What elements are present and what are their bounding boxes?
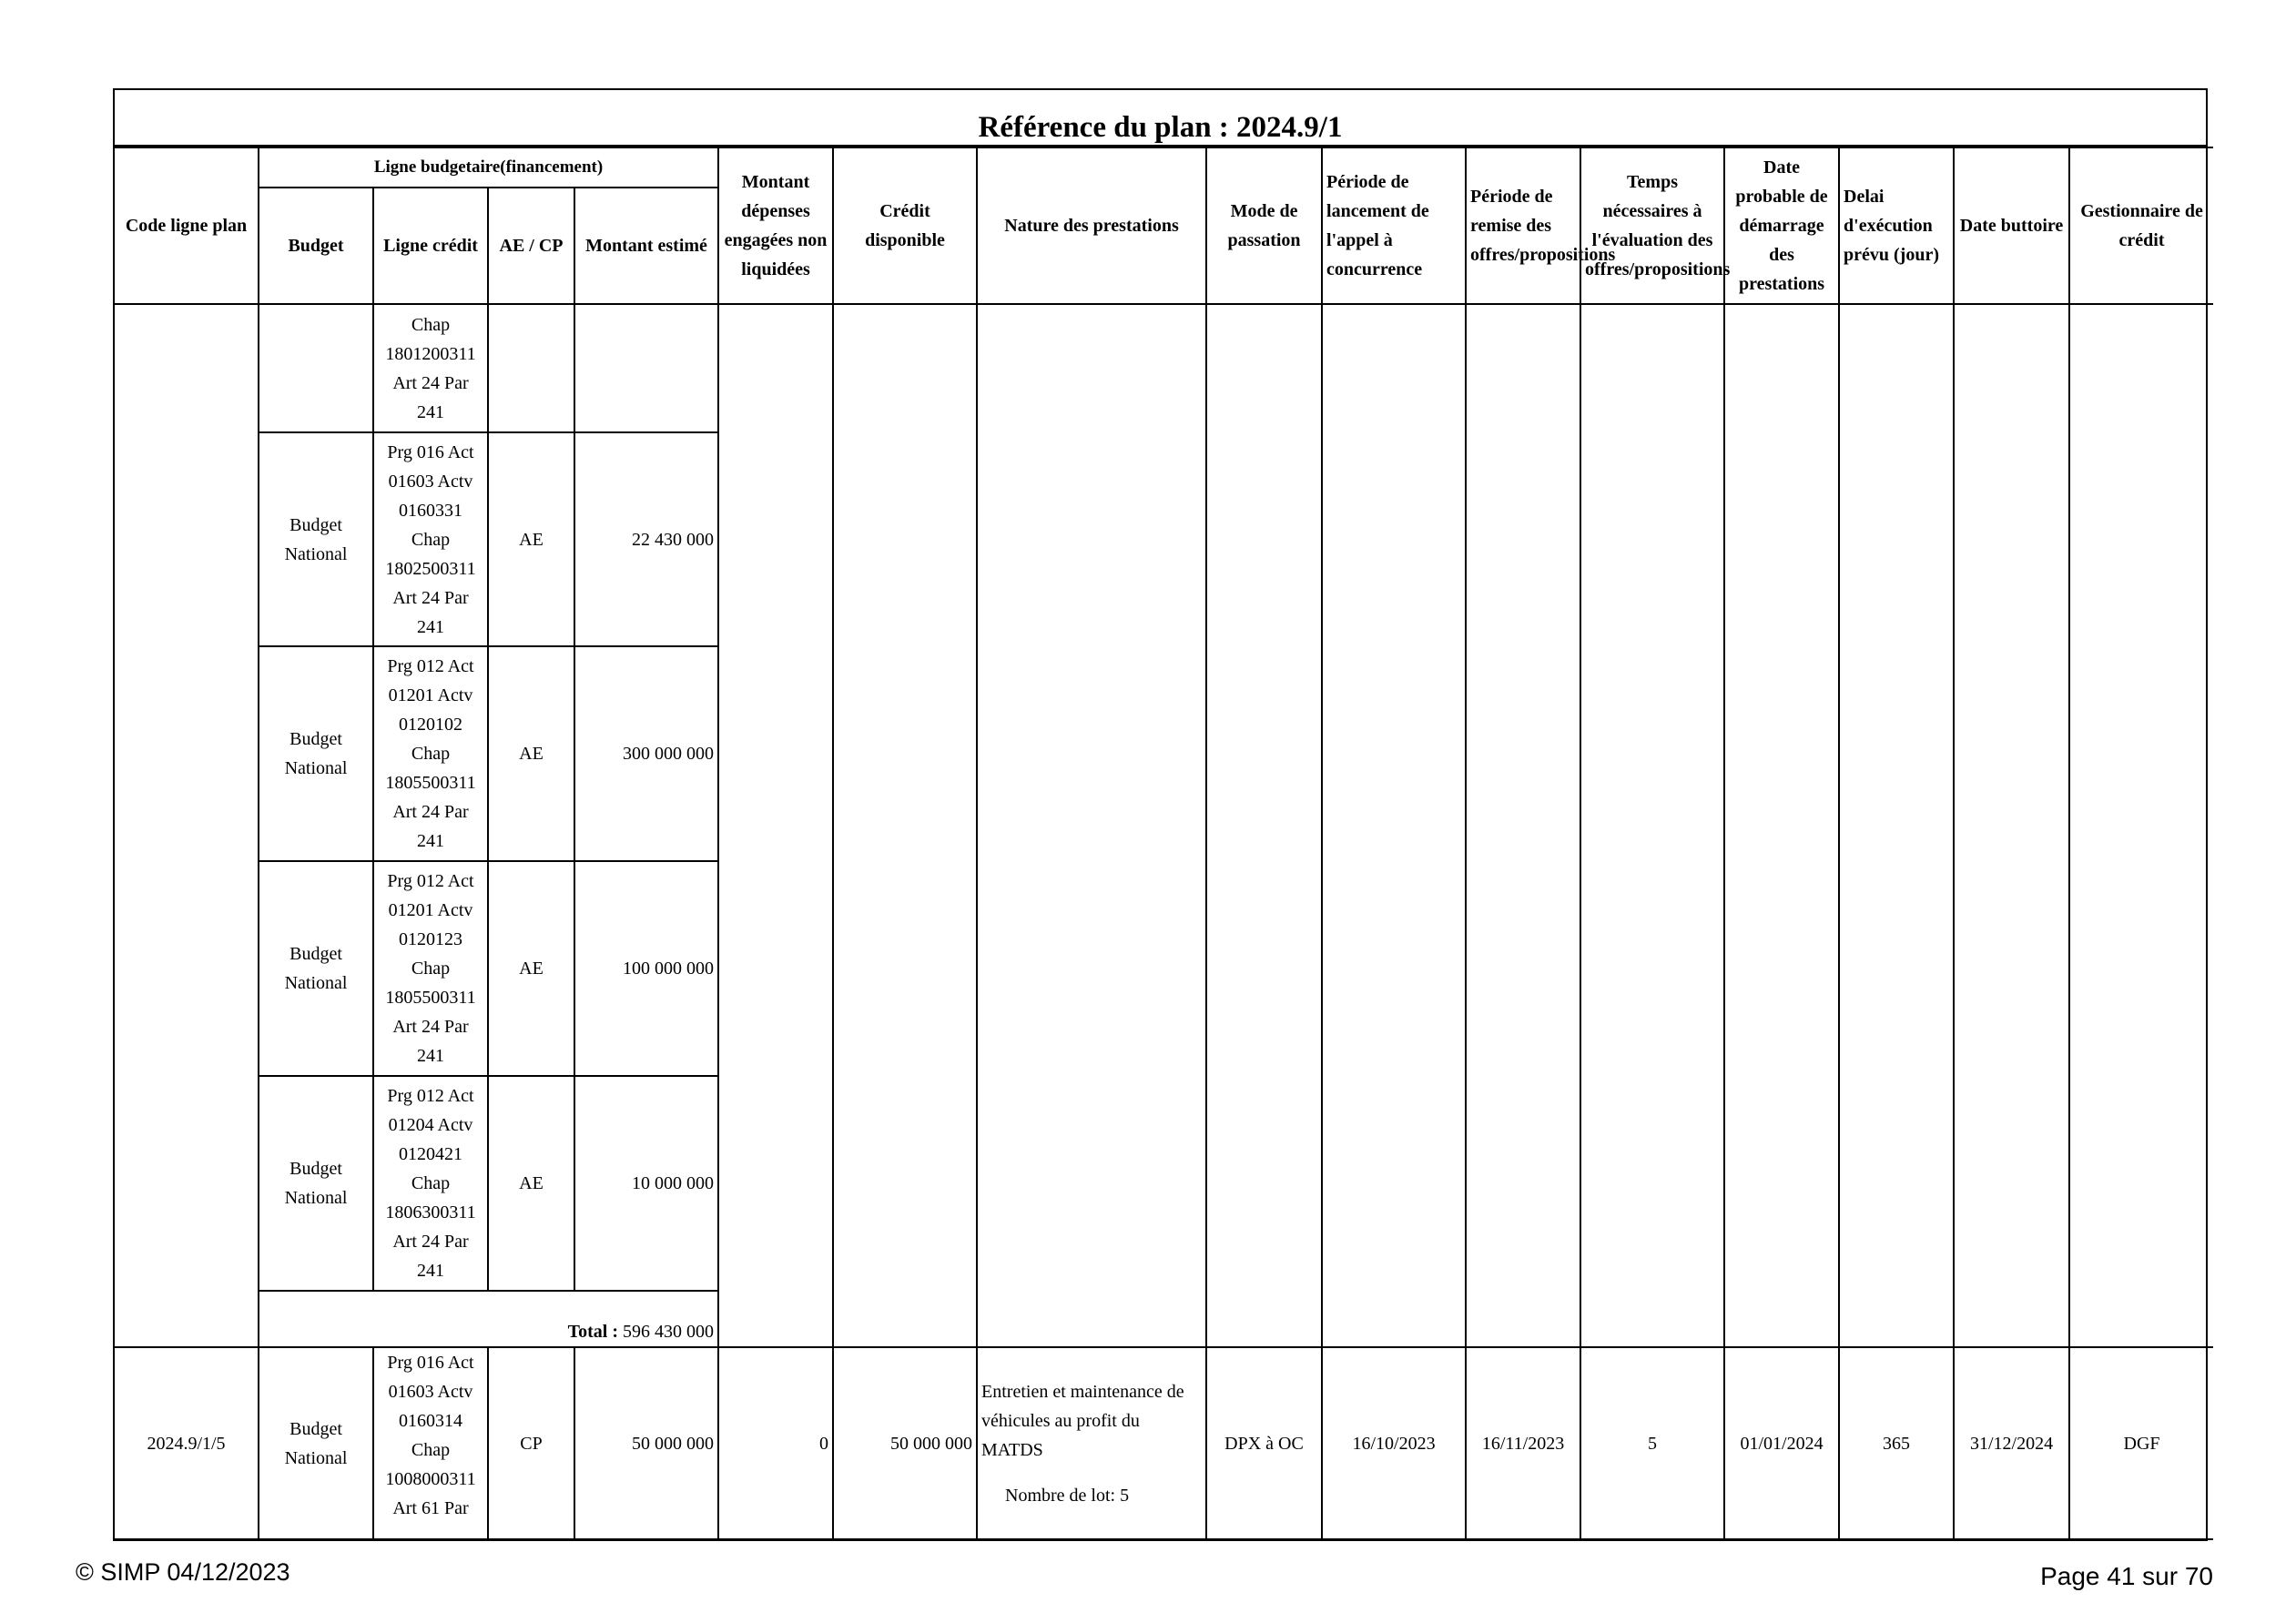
montant-cell: 22 430 000 — [574, 432, 718, 646]
demarrage-cell: 01/01/2024 — [1724, 1347, 1839, 1539]
credit-cell: 50 000 000 — [833, 1347, 977, 1539]
header-date-buttoire: Date buttoire — [1954, 147, 2069, 304]
table-row — [115, 1347, 2213, 1539]
total-value: 596 430 000 — [623, 1322, 715, 1342]
depenses-cell — [718, 304, 833, 1347]
code-ligne-cell — [115, 304, 259, 1347]
montant-cell — [574, 304, 718, 432]
header-periode-remise: Période de remise des offres/propositions — [1466, 147, 1580, 304]
header-budget: Budget — [259, 188, 373, 304]
header-code-ligne: Code ligne plan — [115, 147, 259, 304]
header-gestionnaire: Gestionnaire de crédit — [2069, 147, 2213, 304]
buttoire-cell — [1954, 304, 2069, 1347]
total-cell — [259, 1291, 718, 1347]
temps-cell — [1580, 304, 1724, 1347]
budget-cell: Budget National — [259, 646, 373, 861]
montant-cell: 10 000 000 — [574, 1076, 718, 1291]
lot-count: Nombre de lot: 5 — [1005, 1485, 1130, 1506]
gestionnaire-cell — [2069, 304, 2213, 1347]
footer-copyright: © SIMP 04/12/2023 — [76, 1558, 290, 1586]
budget-cell: Budget National — [259, 861, 373, 1076]
header-montant-estime: Montant estimé — [574, 188, 718, 304]
mode-cell: DPX à OC — [1206, 1347, 1322, 1539]
plan-title: Référence du plan : 2024.9/1 — [115, 90, 2206, 147]
budget-cell: Budget National — [259, 1076, 373, 1291]
delai-cell — [1839, 304, 1954, 1347]
ae-cp-cell: AE — [488, 861, 574, 1076]
ligne-credit-cell: Prg 012 Act 01204 Actv 0120421 Chap 1806300311 Art 24 Par 241 — [373, 1076, 488, 1291]
depenses-cell: 0 — [718, 1347, 833, 1539]
temps-cell: 5 — [1580, 1347, 1724, 1539]
header-ae-cp: AE / CP — [488, 188, 574, 304]
ae-cp-cell: AE — [488, 432, 574, 646]
montant-cell: 50 000 000 — [574, 1347, 718, 1539]
nature-text: Entretien et maintenance de véhicules au profit du MATDS — [981, 1381, 1184, 1460]
credit-cell — [833, 304, 977, 1347]
ligne-credit-cell: Chap 1801200311 Art 24 Par 241 — [373, 304, 488, 432]
budget-cell: Budget National — [259, 432, 373, 646]
total-label: Total : — [567, 1322, 619, 1342]
header-ligne-budgetaire: Ligne budgetaire(financement) — [259, 147, 718, 188]
mode-cell — [1206, 304, 1322, 1347]
header-periode-lancement: Période de lancement de l'appel à concurrence — [1322, 147, 1466, 304]
code-ligne-cell: 2024.9/1/5 — [115, 1347, 259, 1539]
ligne-credit-cell: Prg 012 Act 01201 Actv 0120123 Chap 1805500311 Art 24 Par 241 — [373, 861, 488, 1076]
ligne-credit-cell: Prg 016 Act 01603 Actv 0160314 Chap 1008000311 Art 61 Par — [373, 1347, 488, 1539]
ligne-credit-cell: Prg 016 Act 01603 Actv 0160331 Chap 1802500311 Art 24 Par 241 — [373, 432, 488, 646]
header-montant-depenses: Montant dépenses engagées non liquidées — [718, 147, 833, 304]
montant-cell: 300 000 000 — [574, 646, 718, 861]
header-ligne-credit: Ligne crédit — [373, 188, 488, 304]
header-temps: Temps nécessaires à l'évaluation des offres/propositions — [1580, 147, 1724, 304]
lancement-cell: 16/10/2023 — [1322, 1347, 1466, 1539]
ae-cp-cell: AE — [488, 1076, 574, 1291]
buttoire-cell: 31/12/2024 — [1954, 1347, 2069, 1539]
delai-cell: 365 — [1839, 1347, 1954, 1539]
montant-cell: 100 000 000 — [574, 861, 718, 1076]
table-row — [115, 304, 2213, 432]
plan-table — [115, 147, 2213, 1540]
header-date-demarrage: Date probable de démarrage des prestations — [1724, 147, 1839, 304]
ligne-credit-cell: Prg 012 Act 01201 Actv 0120102 Chap 1805500311 Art 24 Par 241 — [373, 646, 488, 861]
nature-cell — [977, 1347, 1206, 1539]
ae-cp-cell: AE — [488, 646, 574, 861]
nature-cell — [977, 304, 1206, 1347]
budget-cell — [259, 304, 373, 432]
plan-sheet — [113, 88, 2208, 1541]
gestionnaire-cell: DGF — [2069, 1347, 2213, 1539]
header-credit-disponible: Crédit disponible — [833, 147, 977, 304]
footer-page-number: Page 41 sur 70 — [2040, 1562, 2213, 1590]
remise-cell: 16/11/2023 — [1466, 1347, 1580, 1539]
ae-cp-cell — [488, 304, 574, 432]
demarrage-cell — [1724, 304, 1839, 1347]
lancement-cell — [1322, 304, 1466, 1347]
budget-cell: Budget National — [259, 1347, 373, 1539]
ae-cp-cell: CP — [488, 1347, 574, 1539]
remise-cell — [1466, 304, 1580, 1347]
header-delai: Delai d'exécution prévu (jour) — [1839, 147, 1954, 304]
header-mode: Mode de passation — [1206, 147, 1322, 304]
header-nature: Nature des prestations — [977, 147, 1206, 304]
